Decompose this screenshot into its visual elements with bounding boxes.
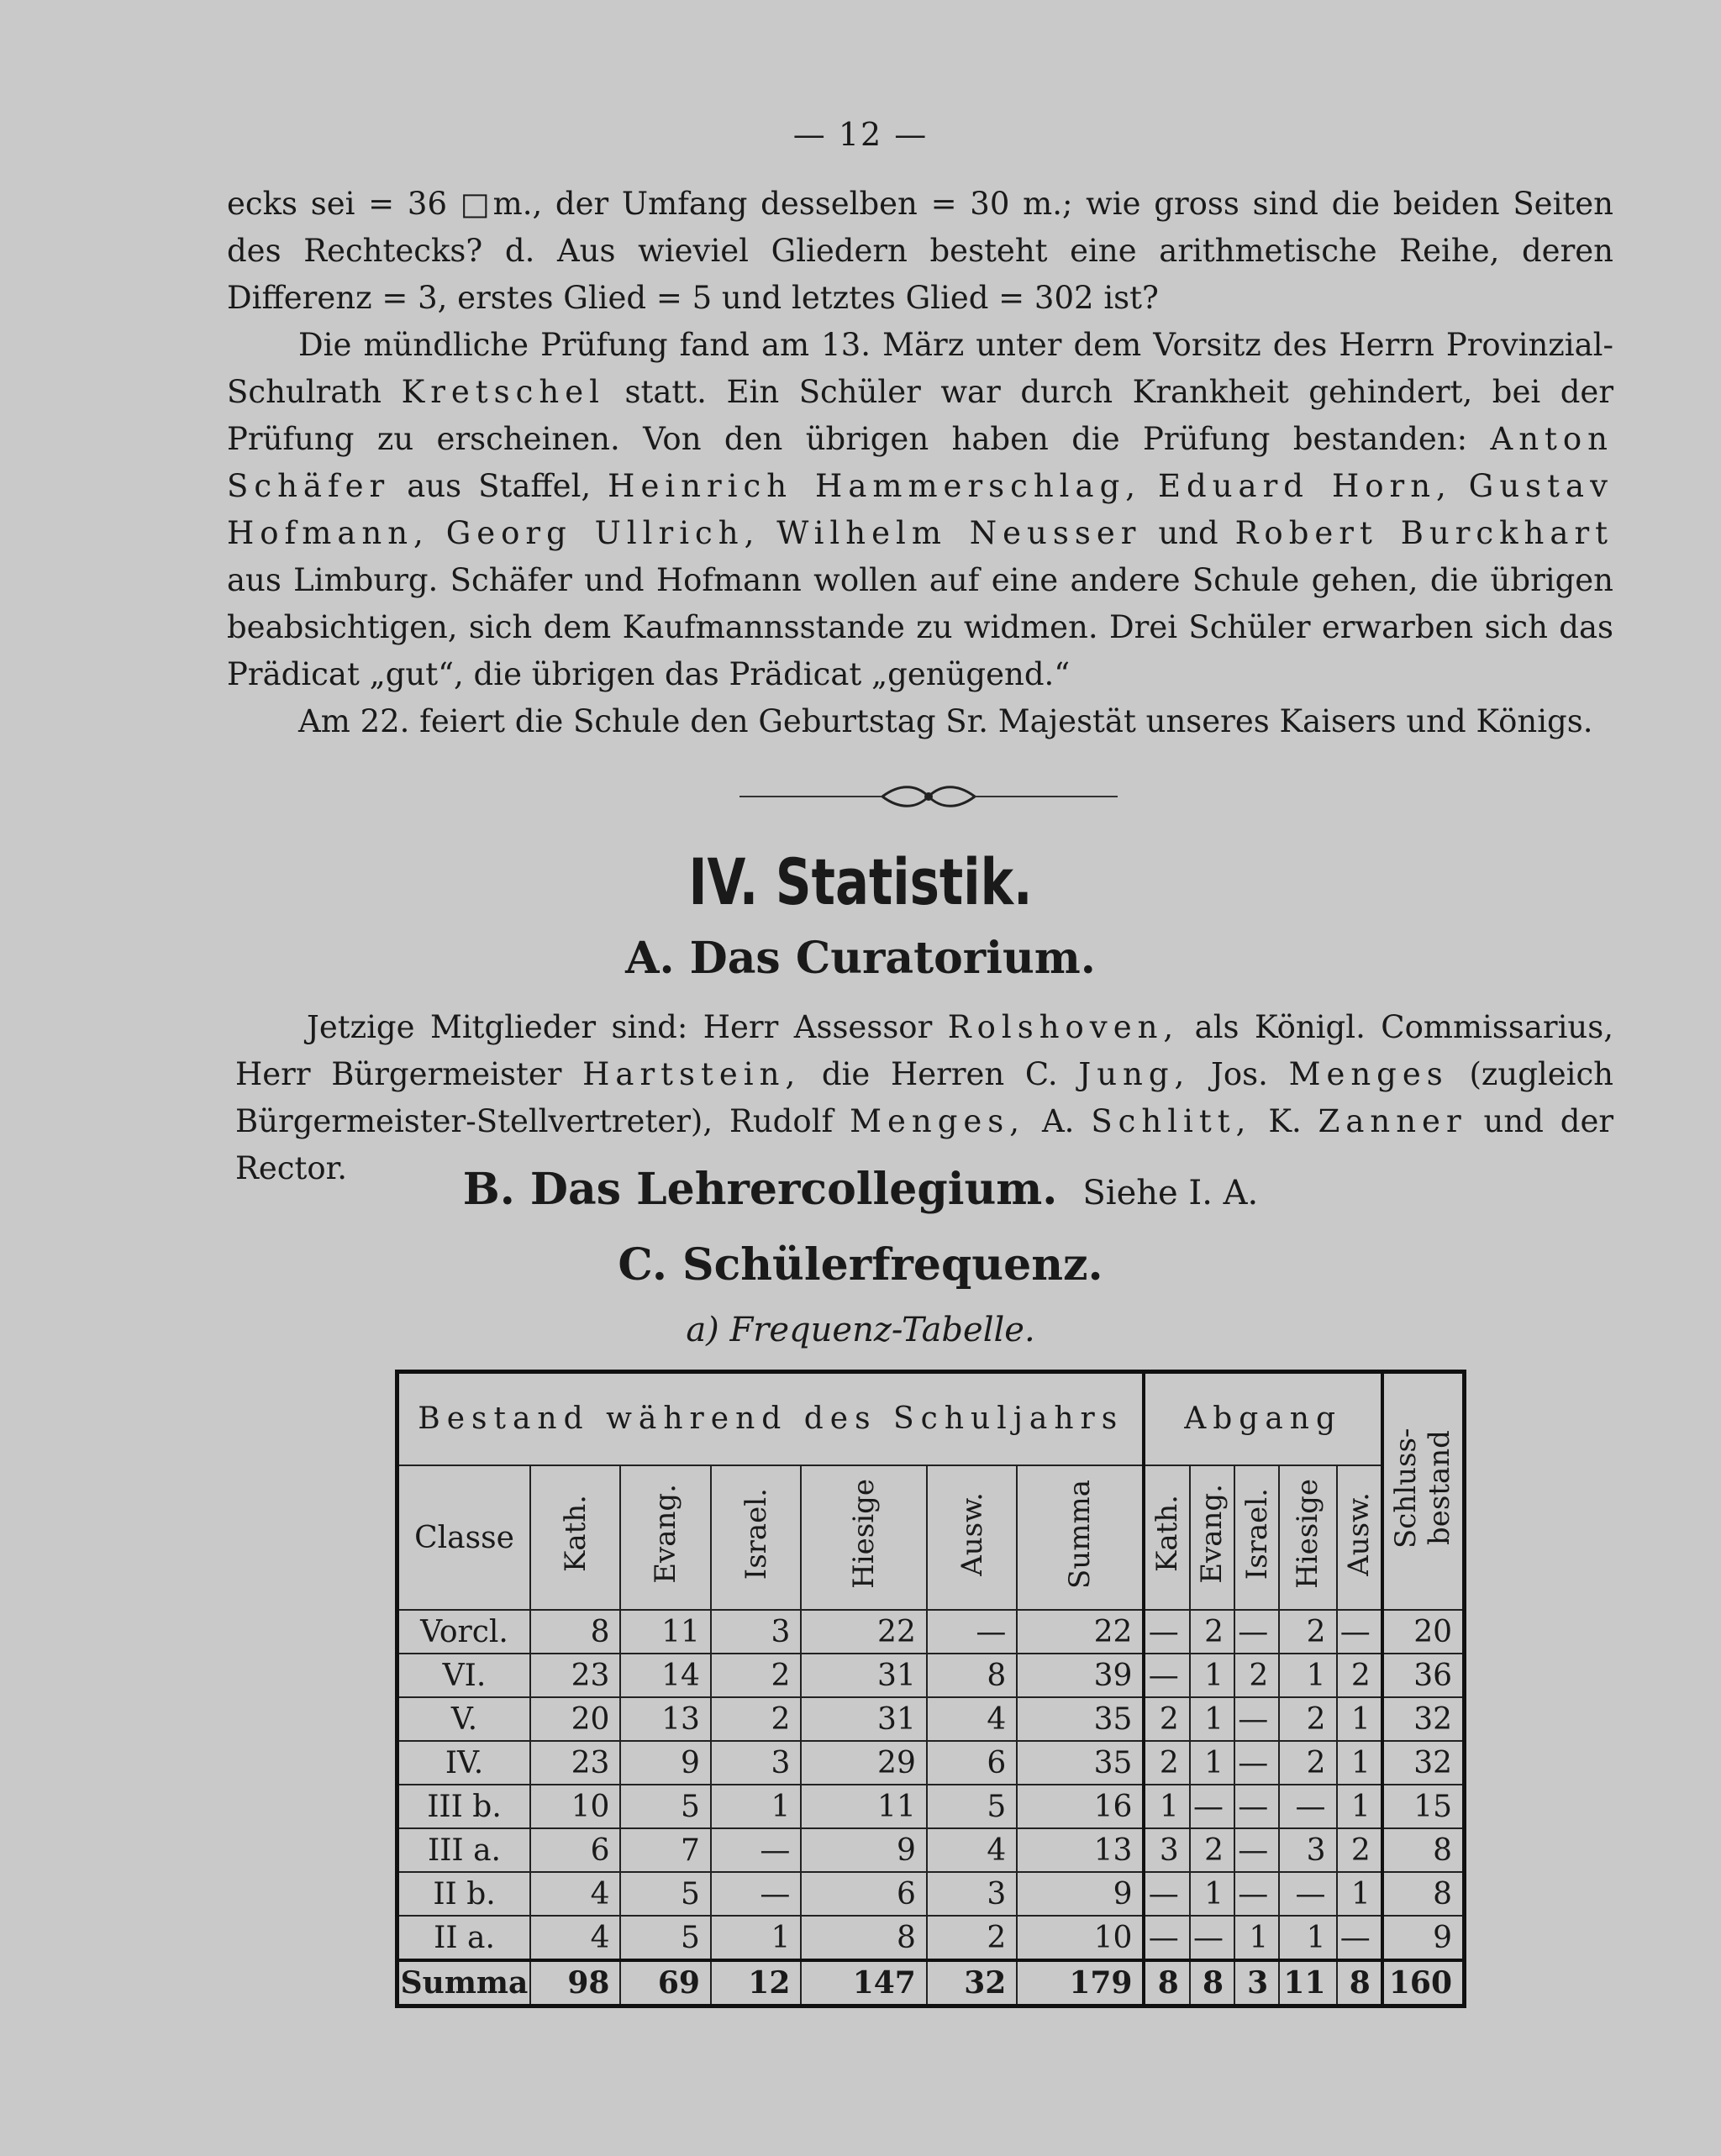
table-cell: — bbox=[1337, 1610, 1382, 1654]
table-cell: 1 bbox=[1190, 1741, 1234, 1785]
table-cell: 31 bbox=[801, 1697, 926, 1741]
group-header-bestand: Bestand während des Schuljahrs bbox=[397, 1372, 1145, 1466]
table-cell: V. bbox=[397, 1697, 531, 1741]
exam-report-text bbox=[227, 181, 1613, 745]
table-cell: 1 bbox=[1234, 1916, 1279, 1960]
table-cell: 29 bbox=[801, 1741, 926, 1785]
table-cell: 36 bbox=[1382, 1654, 1465, 1697]
table-cell: 4 bbox=[927, 1828, 1017, 1872]
cross-reference: Siehe I. A. bbox=[1082, 1174, 1259, 1212]
table-cell: 32 bbox=[1382, 1697, 1465, 1741]
table-cell: 16 bbox=[1017, 1785, 1144, 1828]
table-cell: 160 bbox=[1382, 1960, 1465, 2006]
table-cell: 5 bbox=[620, 1872, 710, 1916]
table-cell: — bbox=[1234, 1872, 1279, 1916]
table-cell: 2 bbox=[711, 1697, 801, 1741]
table-cell: 1 bbox=[1279, 1916, 1336, 1960]
table-cell: — bbox=[1234, 1785, 1279, 1828]
table-cell: — bbox=[1190, 1916, 1234, 1960]
table-cell: 11 bbox=[1279, 1960, 1336, 2006]
table-cell: 32 bbox=[927, 1960, 1017, 2006]
table-cell: — bbox=[927, 1610, 1017, 1654]
table-cell: — bbox=[1234, 1828, 1279, 1872]
table-cell: 2 bbox=[1279, 1741, 1336, 1785]
table-cell: 9 bbox=[620, 1741, 710, 1785]
column-header: Hiesige bbox=[801, 1465, 926, 1610]
curatorium-members: Jetzige Mitglieder sind: Herr Assessor Rolshoven, als Königl. Commissarius, Herr Bürgermeister Hartstein, die Herren C. Jung, Jos. Menges (zugleich Bürgermeister-Stellvertreter), Rudolf Menges, A. Schlitt, K. Zanner und der Rector. bbox=[235, 1009, 1614, 1186]
table-cell: 11 bbox=[801, 1785, 926, 1828]
table-cell: II a. bbox=[397, 1916, 531, 1960]
table-caption: a) Frequenz-Tabelle. bbox=[686, 1311, 1035, 1349]
ornament-divider-icon bbox=[739, 780, 1118, 813]
table-row bbox=[397, 1960, 1465, 2006]
section-title: IV. Statistik. bbox=[688, 844, 1033, 919]
table-cell: 8 bbox=[1382, 1872, 1465, 1916]
table-cell: — bbox=[711, 1828, 801, 1872]
table-row bbox=[397, 1872, 1465, 1916]
table-cell: 2 bbox=[1279, 1610, 1336, 1654]
page-number: — 12 — bbox=[792, 116, 929, 153]
paragraph-birthday: Am 22. feiert die Schule den Geburtstag Sr. Majestät unseres Kaisers und Königs. bbox=[298, 703, 1593, 739]
table-cell: 6 bbox=[530, 1828, 620, 1872]
table-cell: 23 bbox=[530, 1654, 620, 1697]
table-row bbox=[397, 1916, 1465, 1960]
table-cell: II b. bbox=[397, 1872, 531, 1916]
table-cell: — bbox=[711, 1872, 801, 1916]
table-cell: 5 bbox=[620, 1785, 710, 1828]
table-cell: 8 bbox=[1337, 1960, 1382, 2006]
table-cell: 1 bbox=[1337, 1872, 1382, 1916]
person-name: Georg Ullrich, bbox=[445, 515, 761, 551]
table-cell: — bbox=[1234, 1741, 1279, 1785]
table-cell: 12 bbox=[711, 1960, 801, 2006]
table-cell: 147 bbox=[801, 1960, 926, 2006]
table-cell: 1 bbox=[1190, 1697, 1234, 1741]
table-cell: 2 bbox=[1337, 1654, 1382, 1697]
table-cell: 2 bbox=[1337, 1828, 1382, 1872]
table-cell: 3 bbox=[1144, 1828, 1189, 1872]
table-cell: 1 bbox=[1144, 1785, 1189, 1828]
table-cell: 2 bbox=[1234, 1654, 1279, 1697]
table-cell: 2 bbox=[1190, 1610, 1234, 1654]
table-cell: 1 bbox=[1190, 1872, 1234, 1916]
table-cell: 6 bbox=[801, 1872, 926, 1916]
table-cell: 2 bbox=[1144, 1741, 1189, 1785]
table-cell: 7 bbox=[620, 1828, 710, 1872]
table-cell: — bbox=[1337, 1916, 1382, 1960]
column-header-classe: Classe bbox=[397, 1465, 531, 1610]
table-row bbox=[397, 1741, 1465, 1785]
table-row bbox=[397, 1828, 1465, 1872]
paragraph-oral-exam: Die mündliche Prüfung fand am 13. März unter dem Vorsitz des Herrn Provinzial-Schulrath Kretschel statt. Ein Schüler war durch Krankheit gehindert, bei der Prüfung zu erscheinen. Von den übrigen haben die Prüfung bestanden: Anton Schäfer aus Staffel, Heinrich Hammerschlag, Eduard Horn, Gustav Hofmann, Georg Ullrich, Wilhelm Neusser und Robert Burckhart aus Limburg. Schäfer und Hofmann wollen auf eine andere Schule gehen, die übrigen beabsichtigen, sich dem Kaufmannsstande zu widmen. Drei Schüler erwarben sich das Prädicat „gut“, die übrigen das Prädicat „genügend.“ bbox=[227, 327, 1614, 692]
table-cell: 20 bbox=[1382, 1610, 1465, 1654]
person-name: Heinrich Hammerschlag, bbox=[608, 468, 1142, 504]
table-cell: 3 bbox=[711, 1741, 801, 1785]
table-cell: 69 bbox=[620, 1960, 710, 2006]
frequency-table bbox=[395, 1370, 1466, 2008]
table-cell: IV. bbox=[397, 1741, 531, 1785]
column-header-schlussbestand: Schluss-bestand bbox=[1382, 1372, 1465, 1611]
table-cell: 13 bbox=[620, 1697, 710, 1741]
table-row bbox=[397, 1610, 1465, 1654]
heading-schuelerfrequenz: C. Schülerfrequenz. bbox=[618, 1239, 1103, 1291]
table-cell: 8 bbox=[927, 1654, 1017, 1697]
table-cell: 8 bbox=[801, 1916, 926, 1960]
table-cell: 1 bbox=[1337, 1785, 1382, 1828]
column-header: Kath. bbox=[530, 1465, 620, 1610]
person-name: Zanner bbox=[1318, 1103, 1467, 1139]
table-cell: 13 bbox=[1017, 1828, 1144, 1872]
table-cell: — bbox=[1279, 1785, 1336, 1828]
table-cell: — bbox=[1144, 1916, 1189, 1960]
table-cell: 2 bbox=[1144, 1697, 1189, 1741]
column-header: Ausw. bbox=[1337, 1465, 1382, 1610]
table-row bbox=[397, 1697, 1465, 1741]
heading-lehrercollegium: B. Das Lehrercollegium. Siehe I. A. bbox=[462, 1164, 1259, 1215]
table-cell: 1 bbox=[711, 1916, 801, 1960]
table-row bbox=[397, 1654, 1465, 1697]
table-cell: — bbox=[1144, 1610, 1189, 1654]
table-cell: 9 bbox=[1382, 1916, 1465, 1960]
table-cell: 23 bbox=[530, 1741, 620, 1785]
person-name: Schlitt, bbox=[1091, 1103, 1252, 1139]
table-cell: 5 bbox=[927, 1785, 1017, 1828]
table-cell: 3 bbox=[1279, 1828, 1336, 1872]
table-cell: 15 bbox=[1382, 1785, 1465, 1828]
column-header: Summa bbox=[1017, 1465, 1144, 1610]
table-cell: — bbox=[1144, 1654, 1189, 1697]
table-cell: 2 bbox=[1190, 1828, 1234, 1872]
table-cell: 22 bbox=[1017, 1610, 1144, 1654]
table-cell: 1 bbox=[1337, 1697, 1382, 1741]
table-cell: 1 bbox=[711, 1785, 801, 1828]
table-cell: 20 bbox=[530, 1697, 620, 1741]
column-header: Israel. bbox=[711, 1465, 801, 1610]
column-header: Kath. bbox=[1144, 1465, 1189, 1610]
table-cell: 22 bbox=[801, 1610, 926, 1654]
table-cell: Summa bbox=[397, 1960, 531, 2006]
person-name: Wilhelm Neusser bbox=[776, 515, 1142, 551]
table-cell: 8 bbox=[1144, 1960, 1189, 2006]
frequency-table-body bbox=[397, 1610, 1465, 2006]
table-cell: 1 bbox=[1337, 1741, 1382, 1785]
person-name: Anton Schäfer bbox=[227, 421, 1613, 504]
table-cell: 39 bbox=[1017, 1654, 1144, 1697]
table-cell: Vorcl. bbox=[397, 1610, 531, 1654]
table-cell: 1 bbox=[1190, 1654, 1234, 1697]
table-cell: 8 bbox=[1382, 1828, 1465, 1872]
column-header: Evang. bbox=[1190, 1465, 1234, 1610]
table-cell: 14 bbox=[620, 1654, 710, 1697]
table-cell: 3 bbox=[1234, 1960, 1279, 2006]
table-cell: — bbox=[1234, 1697, 1279, 1741]
table-cell: — bbox=[1279, 1872, 1336, 1916]
person-name: Menges bbox=[1288, 1056, 1449, 1092]
table-cell: III a. bbox=[397, 1828, 531, 1872]
table-cell: 31 bbox=[801, 1654, 926, 1697]
table-cell: 5 bbox=[620, 1916, 710, 1960]
table-cell: 2 bbox=[711, 1654, 801, 1697]
table-cell: VI. bbox=[397, 1654, 531, 1697]
table-cell: 11 bbox=[620, 1610, 710, 1654]
table-cell: 35 bbox=[1017, 1697, 1144, 1741]
table-cell: 10 bbox=[530, 1785, 620, 1828]
person-name: Rolshoven, bbox=[947, 1009, 1180, 1045]
column-header: Hiesige bbox=[1279, 1465, 1336, 1610]
table-cell: 4 bbox=[927, 1697, 1017, 1741]
table-cell: 179 bbox=[1017, 1960, 1144, 2006]
person-name: Kretschel bbox=[401, 374, 605, 410]
paragraph-problem-continuation: ecks sei = 36 □m., der Umfang desselben = 30 m.; wie gross sind die beiden Seiten des Rechtecks? d. Aus wieviel Gliedern besteht eine arithmetische Reihe, deren Differenz = 3, erstes Glied = 5 und letztes Glied = 302 ist? bbox=[227, 186, 1613, 316]
table-cell: 9 bbox=[1017, 1872, 1144, 1916]
person-name: Gustav Hofmann, bbox=[227, 468, 1614, 551]
table-cell: — bbox=[1190, 1785, 1234, 1828]
column-header: Israel. bbox=[1234, 1465, 1279, 1610]
person-name: Menges, bbox=[850, 1103, 1026, 1139]
table-cell: 3 bbox=[711, 1610, 801, 1654]
table-cell: 8 bbox=[1190, 1960, 1234, 2006]
table-cell: 2 bbox=[927, 1916, 1017, 1960]
person-name: Eduard Horn, bbox=[1158, 468, 1452, 504]
table-cell: 2 bbox=[1279, 1697, 1336, 1741]
table-row bbox=[397, 1785, 1465, 1828]
table-cell: 4 bbox=[530, 1872, 620, 1916]
table-cell: — bbox=[1144, 1872, 1189, 1916]
table-cell: — bbox=[1234, 1610, 1279, 1654]
table-cell: 35 bbox=[1017, 1741, 1144, 1785]
table-cell: 98 bbox=[530, 1960, 620, 2006]
table-cell: 10 bbox=[1017, 1916, 1144, 1960]
table-cell: 1 bbox=[1279, 1654, 1336, 1697]
table-cell: 32 bbox=[1382, 1741, 1465, 1785]
table-cell: 9 bbox=[801, 1828, 926, 1872]
heading-curatorium: A. Das Curatorium. bbox=[625, 933, 1096, 984]
person-name: Jung, bbox=[1078, 1056, 1191, 1092]
table-cell: 6 bbox=[927, 1741, 1017, 1785]
table-cell: 4 bbox=[530, 1916, 620, 1960]
column-header: Evang. bbox=[620, 1465, 710, 1610]
group-header-abgang: Abgang bbox=[1144, 1372, 1382, 1466]
table-cell: III b. bbox=[397, 1785, 531, 1828]
person-name: Robert Burckhart bbox=[1234, 515, 1613, 551]
table-cell: 3 bbox=[927, 1872, 1017, 1916]
person-name: Hartstein, bbox=[582, 1056, 802, 1092]
column-header: Ausw. bbox=[927, 1465, 1017, 1610]
table-cell: 8 bbox=[530, 1610, 620, 1654]
